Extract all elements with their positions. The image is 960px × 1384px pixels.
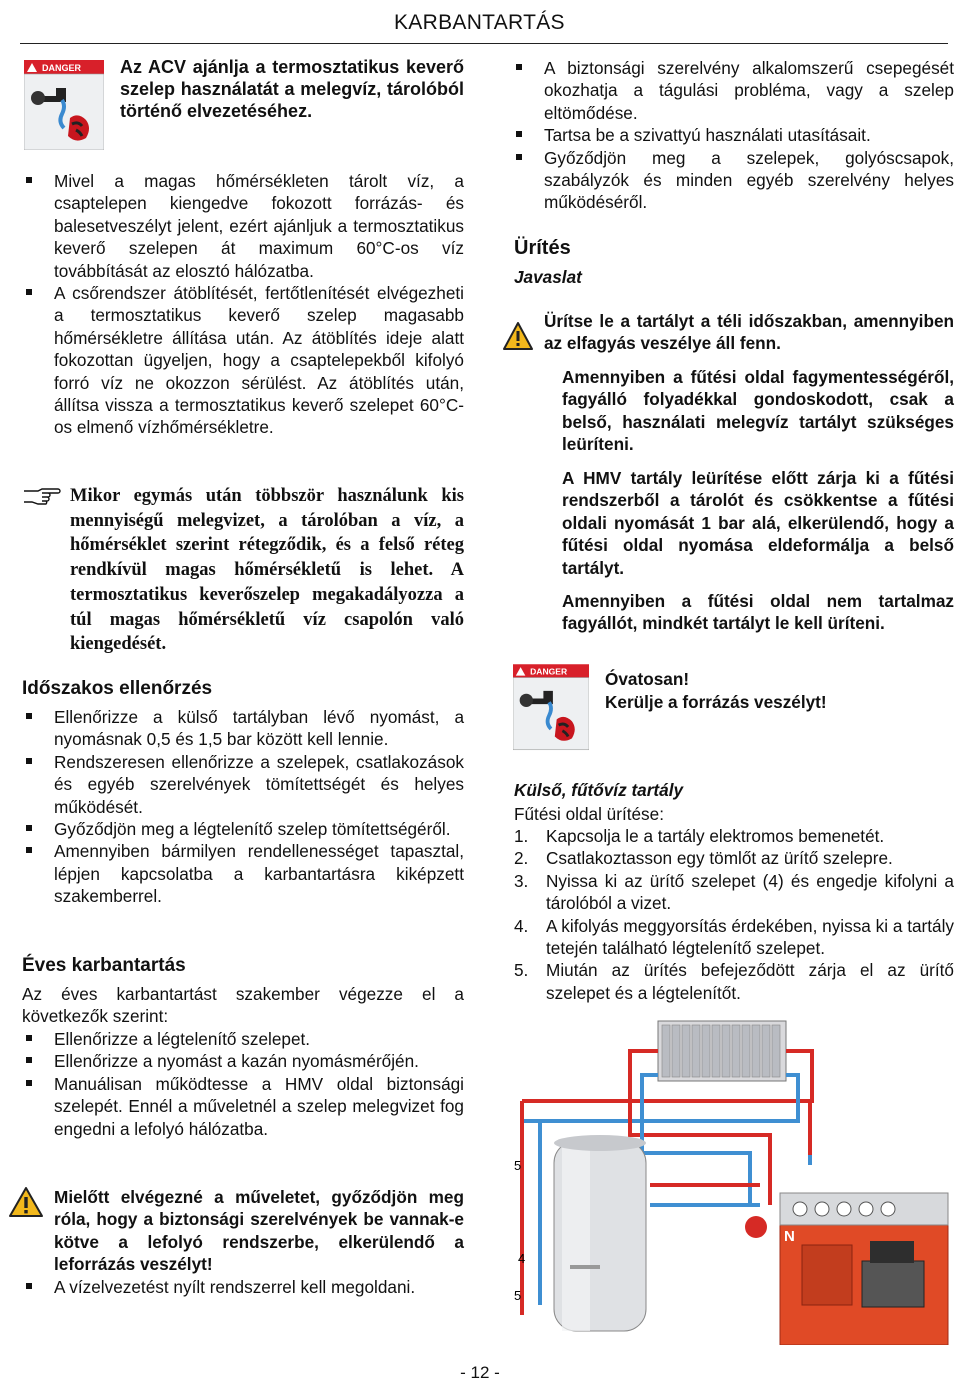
danger-scald-icon <box>513 663 589 751</box>
annual-list-last <box>22 1276 464 1298</box>
list-item: Ellenőrizze a légtelenítő szelepet. <box>22 1028 464 1050</box>
annual-list <box>22 1028 464 1140</box>
list-item: 4. A kifolyás meggyorsítás érdekében, nyissa ki a tartály tetején található légtelenítő szelepet. <box>514 915 954 959</box>
drain-paragraph-1: Amennyiben a fűtési oldal fagymentességéről, fagyálló folyadékkal gondoskodott, csak a belső, használati melegvíz tartályt szükséges leüríteni. <box>562 367 954 455</box>
installation-diagram <box>510 1015 956 1345</box>
list-item: 1. Kapcsolja le a tartály elektromos bemenetét. <box>514 826 885 846</box>
intro-recommendation: Az ACV ajánlja a termosztatikus keverő szelep használatát a melegvíz, tárolóból történő elvezetéséhez. <box>120 57 464 121</box>
header-divider <box>20 43 948 44</box>
boiler-brand-letter: N <box>784 1228 795 1245</box>
periodic-check-heading: Időszakos ellenőrzés <box>22 678 213 699</box>
caution-heading: Óvatosan! <box>605 669 690 689</box>
list-item: Mivel a magas hőmérsékleten tárolt víz, a csaptelepen kiengedve fokozott forrázás- és balesetveszélyt jelent, ezért ajánljuk a termosztatikus keverő szelepen át maximum 60°C-os víz továbbítását az elosztó hálózatba. <box>22 170 464 282</box>
label-5-bottom: 5 <box>514 1288 522 1303</box>
list-item: Manuálisan működtesse a HMV oldal biztonsági szelepét. Ennél a műveletnél a szelep melegvizet fog engedni a lefolyó hálózatba. <box>22 1073 464 1140</box>
danger-scald-icon <box>24 60 104 150</box>
caution-text: Kerülje a forrázás veszélyt! <box>605 692 827 712</box>
water-heater-tank <box>554 1135 646 1331</box>
list-item: A vízelvezetést nyílt rendszerrel kell megoldani. <box>22 1276 464 1298</box>
annual-intro: Az éves karbantartást szakember végezze el a következők szerint: <box>22 984 464 1027</box>
list-item: 3. Nyissa ki az ürítő szelepet (4) és engedje kifolyni a tárolóból a vizet. <box>514 870 954 914</box>
drain-paragraph-2: A HMV tartály leürítése előtt zárja ki a fűtési rendszerből a tárolót és csökkentse a fűtési oldali nyomását 1 bar alá, elkerülendő, hogy a fűtési oldal nyomása eldeformálja a belső tartályt. <box>562 468 954 578</box>
annual-warning: Mielőtt elvégezné a műveletet, győződjön meg róla, hogy a biztonsági szerelvények be vannak-e kötve a lefolyó rendszerbe, elkerülendő a leforrázás veszélyt! <box>54 1187 464 1275</box>
label-4: 4 <box>518 1251 526 1266</box>
svg-text:DANGER: DANGER <box>42 63 82 73</box>
list-item: Ellenőrizze a külső tartályban lévő nyomást, a nyomásnak 0,5 és 1,5 bar között kell lennie. <box>22 706 464 751</box>
list-item: Ellenőrizze a nyomást a kazán nyomásmérőjén. <box>22 1050 464 1072</box>
external-tank-subheading: Fűtési oldal ürítése: <box>514 804 664 824</box>
drain-paragraph-3: Amennyiben a fűtési oldal nem tartalmaz fagyállót, mindkét tartályt le kell üríteni. <box>562 591 954 634</box>
list-item: A csőrendszer átöblítését, fertőtlenítését elvégezheti a termosztatikus keverő szelep magasabb hőmérsékletre állítása után. Az átöblítés ideje alatt fokozottan ügyeljen, hogy a csaptelepekből kifolyó forró víz ne okozzon sérülést. Az átöblítés után, állítsa vissza a termosztatikus keverő szelepet 60°C-os elmenő vízhőmérsékletre. <box>22 282 464 439</box>
svg-text:DANGER: DANGER <box>530 666 568 677</box>
list-item: Győződjön meg a szelepek, golyóscsapok, szabályzók és minden egyéb szerelvény helyes működéséről. <box>512 147 954 214</box>
warning-triangle-icon <box>8 1186 44 1218</box>
list-item: 5. Miután az ürítés befejeződött zárja el az ürítő szelepet és a légtelenítőt. <box>514 960 954 1003</box>
expansion-vessel <box>745 1216 767 1238</box>
drain-subheading: Javaslat <box>514 267 582 287</box>
right-bullets <box>512 57 954 214</box>
drain-steps <box>514 825 954 1004</box>
boiler <box>780 1193 948 1345</box>
list-item: Amennyiben bármilyen rendellenességet tapasztal, lépjen kapcsolatba a karbantartásra kiképzett szakemberrel. <box>22 840 464 907</box>
stratification-note: Mikor egymás után többször használunk kis mennyiségű melegvizet, a tárolóban a víz, a hőmérséklet szerint rétegződik, és a felső réteg rendkívül magas hőmérsékletű is lehet. A termosztatikus keverőszelep megakadályozza a túl magas hőmérsékletű víz csapolón való kiengedését. <box>70 486 464 655</box>
annual-maintenance-heading: Éves karbantartás <box>22 955 186 976</box>
thermostatic-bullets <box>22 170 464 439</box>
external-tank-heading: Külső, fűtővíz tartály <box>514 780 684 800</box>
pointing-hand-icon <box>22 487 62 505</box>
list-item: Tartsa be a szivattyú használati utasításait. <box>512 124 954 146</box>
drain-heading: Ürítés <box>514 237 571 259</box>
warning-triangle-icon <box>502 321 534 351</box>
drain-warning: Ürítse le a tartályt a téli időszakban, amennyiben az elfagyás veszélye áll fenn. <box>544 311 954 354</box>
list-item: Rendszeresen ellenőrizze a szelepek, csatlakozások és egyéb szerelvények tömítettségét és helyes működését. <box>22 751 464 818</box>
radiator <box>658 1021 786 1081</box>
page-header-title: KARBANTARTÁS <box>394 11 565 34</box>
periodic-check-list <box>22 706 464 908</box>
list-item: A biztonsági szerelvény alkalomszerű csepegését okozhatja a tágulási probléma, vagy a szelep eltömődése. <box>512 57 954 124</box>
label-5-top: 5 <box>514 1158 522 1173</box>
page-number: - 12 - <box>460 1363 500 1382</box>
list-item: Győződjön meg a légtelenítő szelep tömítettségéről. <box>22 818 464 840</box>
list-item: 2. Csatlakoztasson egy tömlőt az ürítő szelepre. <box>514 848 893 869</box>
